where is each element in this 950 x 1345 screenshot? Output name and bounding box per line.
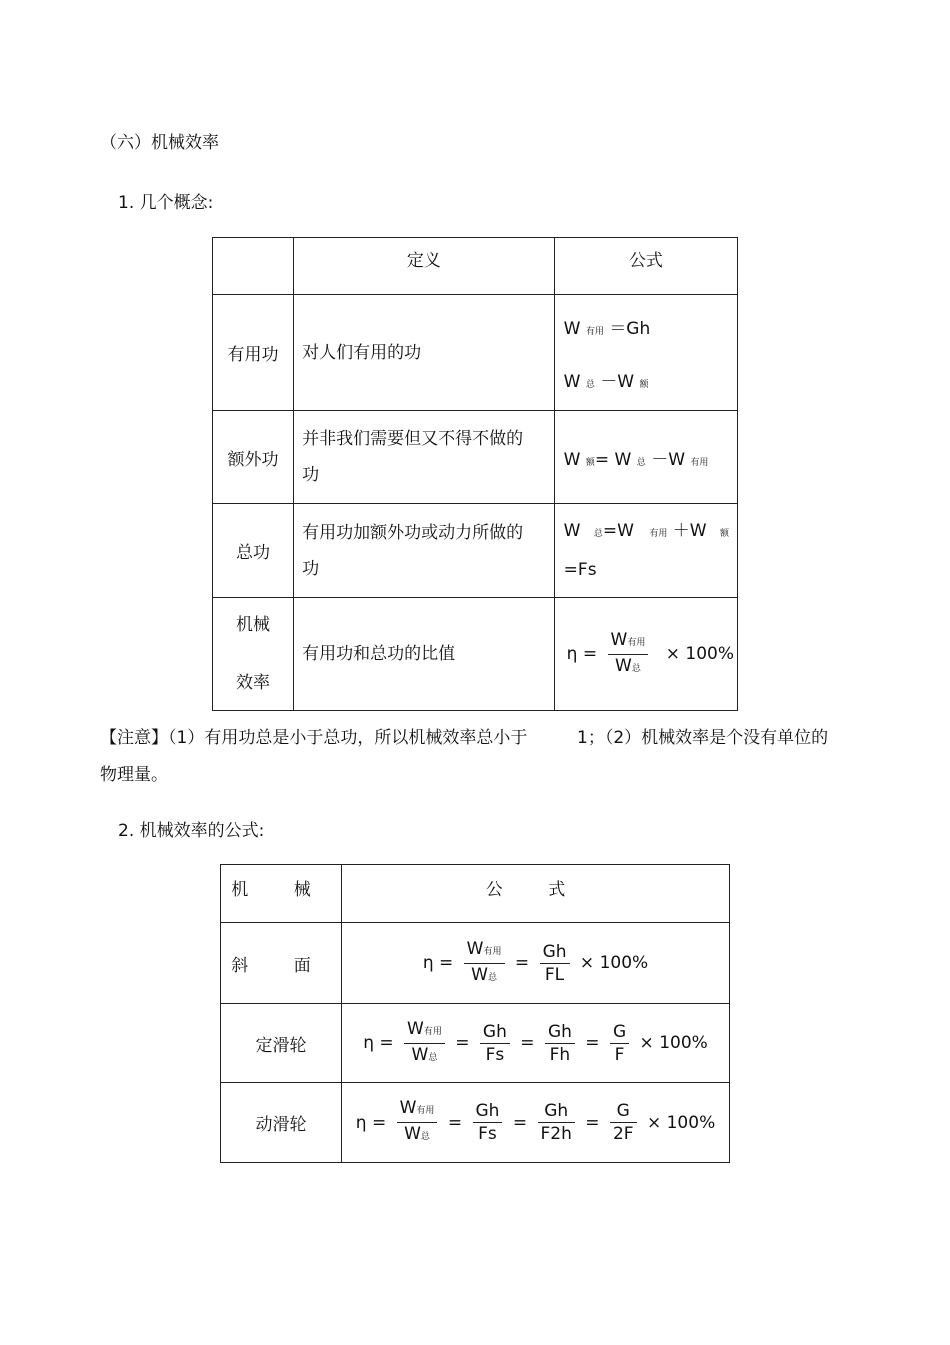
- table-row: [213, 504, 738, 598]
- row-name: 斜 面: [221, 923, 342, 1004]
- row-formula: [342, 923, 730, 1004]
- formulas-table: [220, 864, 730, 1163]
- row-name: 总功: [213, 504, 294, 598]
- table-row: [221, 923, 730, 1004]
- fraction: $\frac{\text{W有用}}{\text{W总}}$: [608, 631, 649, 678]
- table-header-row: [221, 865, 730, 923]
- table-header-row: [213, 238, 738, 295]
- header-cell-empty: [213, 238, 294, 295]
- incline-formula: η = $\frac{\text{W有用}}{\text{W总}}$ = $\frac{Gh}{FL}$ × 100%: [422, 938, 649, 985]
- row-name: 动滑轮: [221, 1083, 342, 1163]
- movable-pulley-formula: η = $\frac{\text{W有用}}{\text{W总}}$ = $\frac{Gh}{Fs}$ = $\frac{Gh}{F2h}$ = $\frac{G}{2F}$ × 100%: [355, 1098, 716, 1144]
- note-line1-b: 1；（2）机械效率是个没有单位的: [577, 728, 829, 748]
- section-title: （六）机械效率: [100, 133, 219, 153]
- row-formula: [554, 295, 737, 411]
- row-name: 机械 效率: [213, 598, 294, 711]
- note-line1-a: 【注意】（1）有用功总是小于总功，所以机械效率总小于: [100, 728, 528, 748]
- table-row: [213, 411, 738, 504]
- table-row: [221, 1004, 730, 1083]
- table-row: [213, 598, 738, 711]
- part1-heading: 1. 几个概念:: [118, 193, 214, 213]
- row-definition: 并非我们需要但又不得不做的 功: [294, 411, 555, 504]
- row-name: 定滑轮: [221, 1004, 342, 1083]
- row-formula: W 额= W 总 －W 有用: [554, 411, 737, 504]
- row-formula: [342, 1083, 730, 1163]
- header-definition: 定义: [294, 238, 555, 295]
- row-name: 有用功: [213, 295, 294, 411]
- row-formula: W 总=W 有用 ＋W 额 =Fs: [554, 504, 737, 598]
- part2-heading: 2. 机械效率的公式:: [118, 821, 265, 841]
- useful-work-formula-alt: W 总 －W 额: [563, 371, 649, 392]
- header-machine: 机 械: [221, 865, 342, 923]
- table-row: [221, 1083, 730, 1163]
- efficiency-formula: η = $\frac{\text{W有用}}{\text{W总}}$ × 100%: [566, 629, 734, 676]
- row-definition: 对人们有用的功: [294, 295, 555, 411]
- header-formula: 公式: [554, 238, 737, 295]
- row-formula: [554, 598, 737, 711]
- fixed-pulley-formula: η = $\frac{\text{W有用}}{\text{W总}}$ = $\frac{Gh}{Fs}$ = $\frac{Gh}{Fh}$ = $\frac{G}{F}$ × 100%: [363, 1018, 708, 1065]
- table-row: [213, 295, 738, 411]
- row-definition: 有用功加额外功或动力所做的 功: [294, 504, 555, 598]
- row-formula: [342, 1004, 730, 1083]
- concepts-table: [212, 237, 738, 711]
- row-name: 额外功: [213, 411, 294, 504]
- row-definition: 有用功和总功的比值: [294, 598, 555, 711]
- header-formula: 公 式: [342, 865, 730, 923]
- useful-work-formula: W 有用 ＝Gh: [563, 318, 651, 339]
- note-line2: 物理量。: [100, 765, 168, 785]
